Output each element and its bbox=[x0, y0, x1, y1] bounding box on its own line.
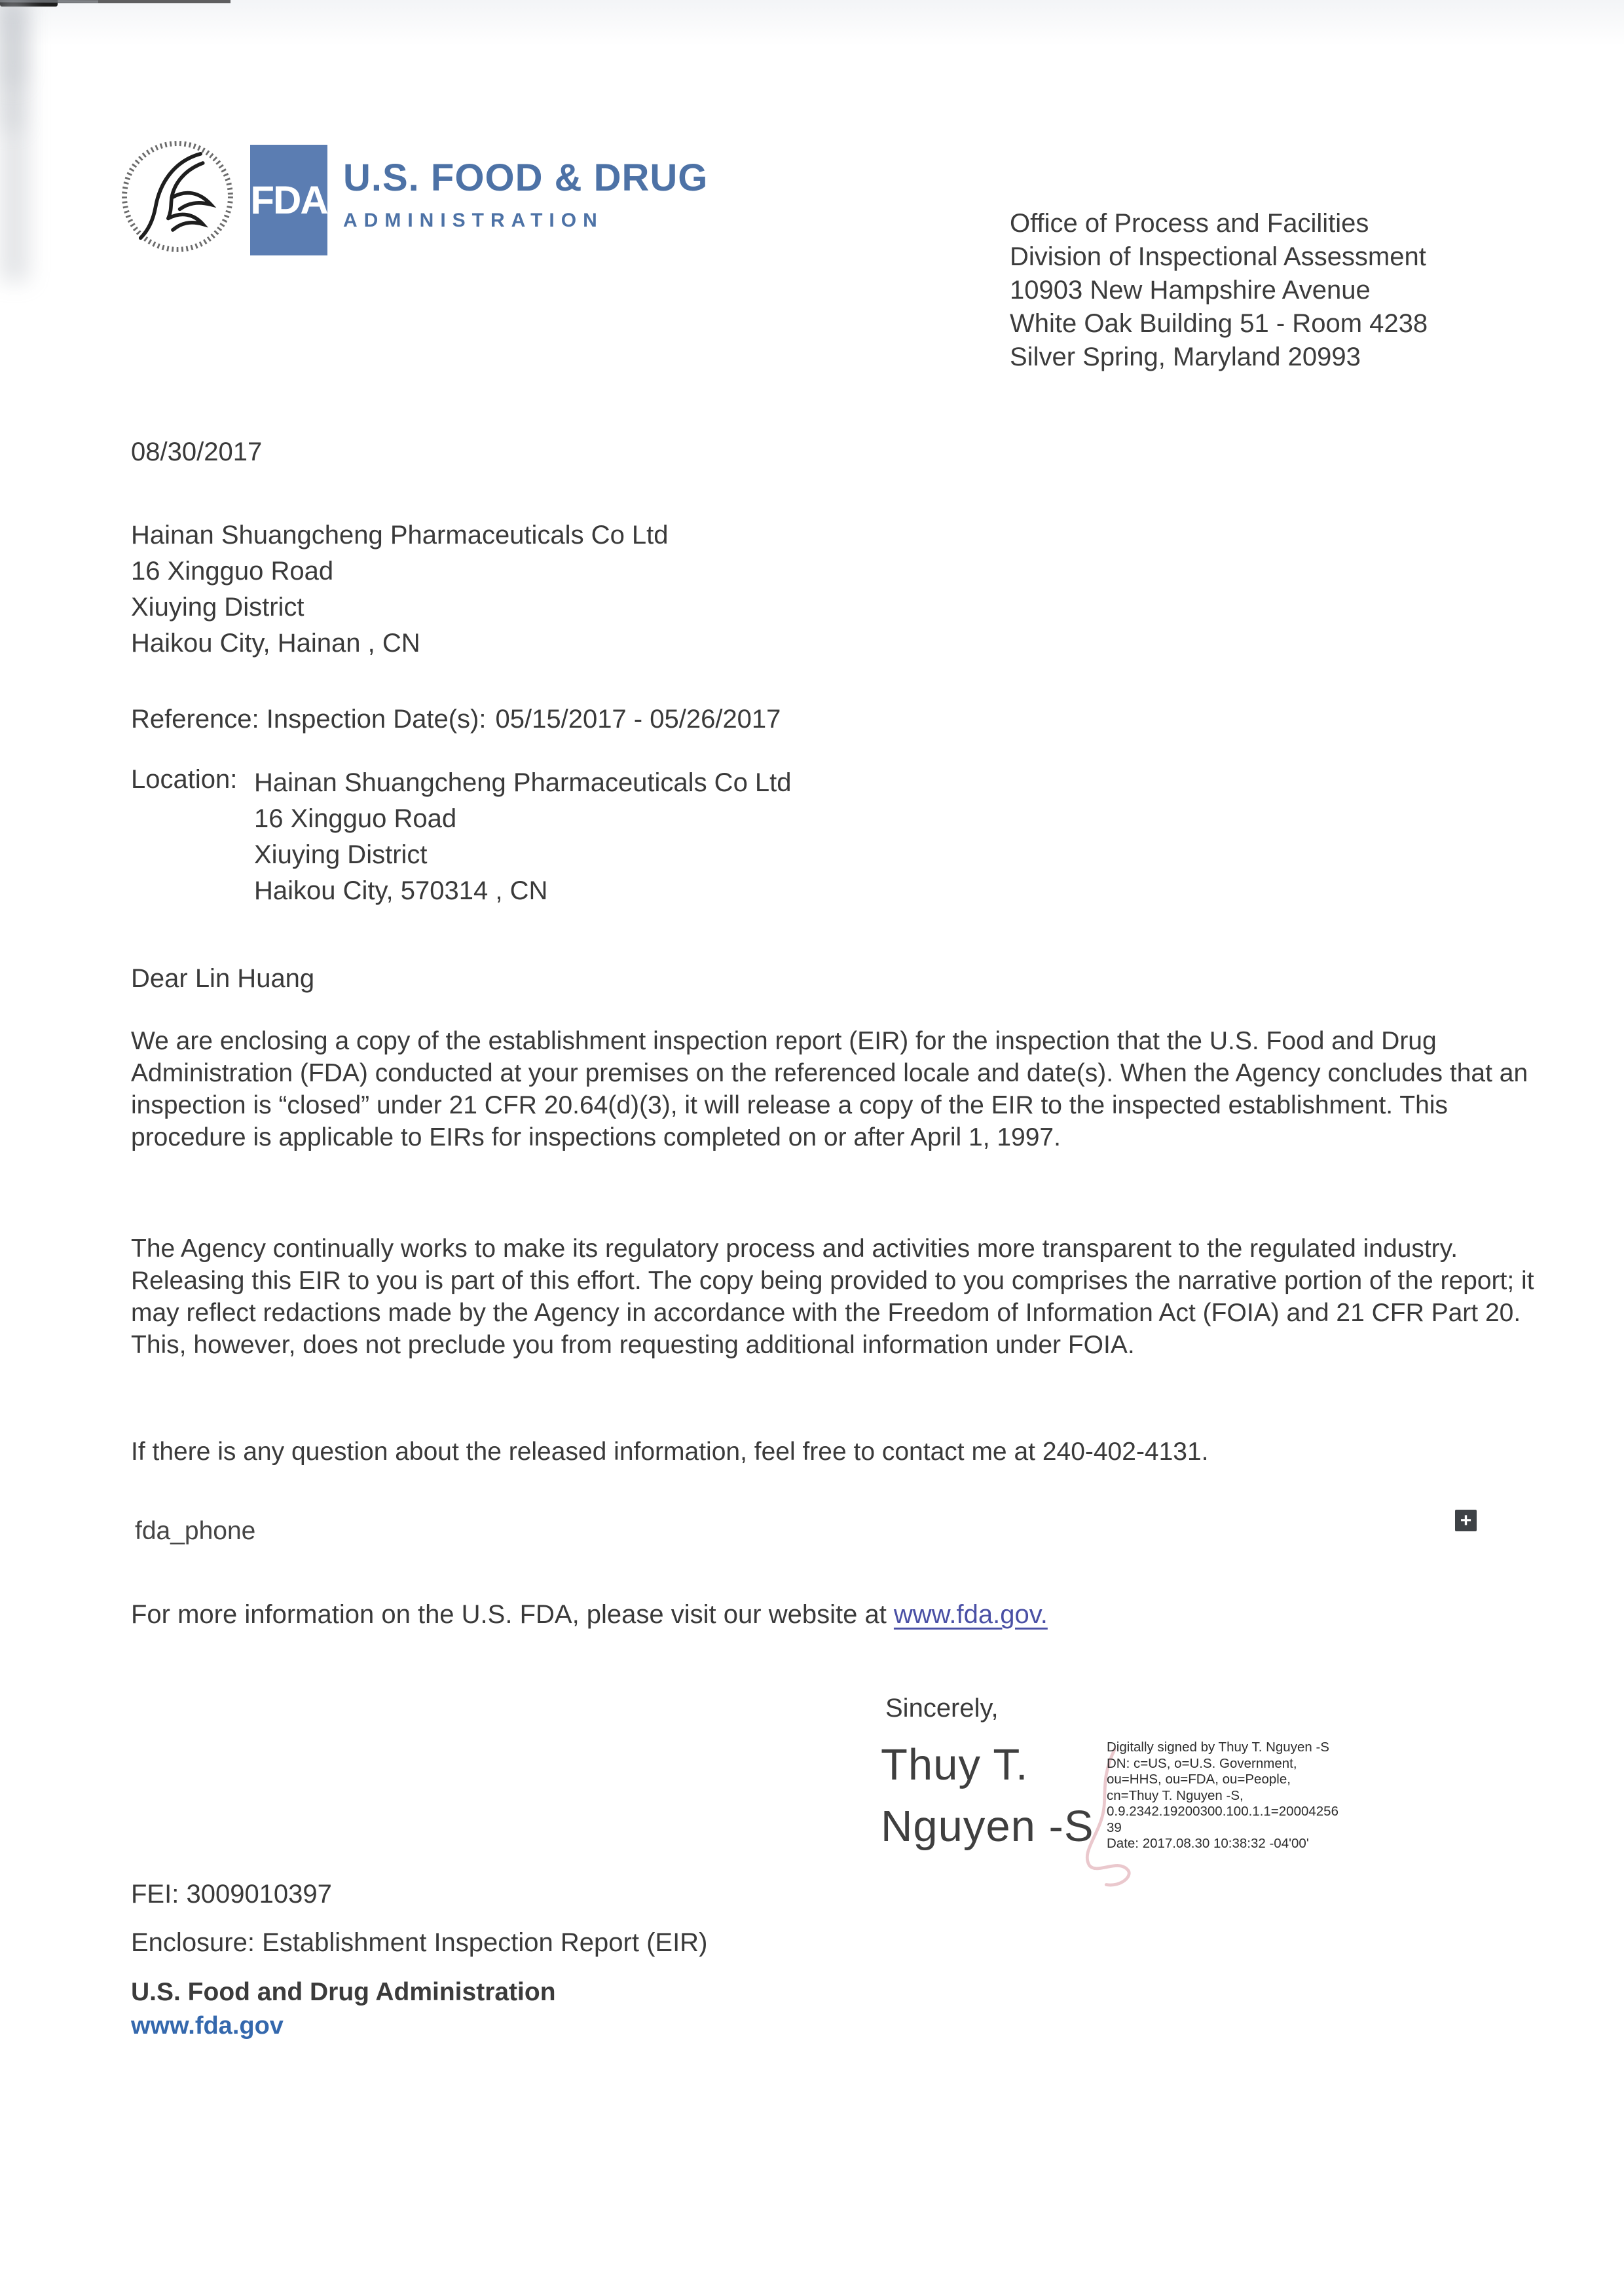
body-paragraph-3: If there is any question about the released information, feel free to contact me at 240-402-4131. bbox=[131, 1438, 1209, 1466]
digital-signature-line: Digitally signed by Thuy T. Nguyen -S bbox=[1107, 1740, 1329, 1755]
location-label: Location: bbox=[131, 765, 238, 794]
body-paragraph-2: The Agency continually works to make its regulatory process and activities more transparent to the regulated industry. Releasing this EIR to you is part of this effort. The copy being provided to you comprises the narrative portion of the report; it may reflect redactions made by the Agency in accordance with the Freedom of Information Act (FOIA) and 21 CFR Part 20. This, however, does not preclude you from requesting additional information under FOIA. bbox=[131, 1235, 1534, 1359]
scan-artifact-topline bbox=[0, 0, 231, 3]
location-block bbox=[131, 765, 792, 909]
hhs-eagle-seal-icon bbox=[120, 138, 235, 255]
reference-label: Reference: Inspection Date(s): bbox=[131, 705, 487, 734]
reference-value: 05/15/2017 - 05/26/2017 bbox=[495, 705, 781, 734]
digital-signature-line: Date: 2017.08.30 10:38:32 -04'00' bbox=[1107, 1836, 1309, 1851]
letter-date: 08/30/2017 bbox=[131, 438, 263, 466]
office-line: Office of Process and Facilities bbox=[1010, 209, 1369, 238]
digital-signature-line: 39 bbox=[1107, 1819, 1122, 1835]
footer-url-line bbox=[131, 2012, 284, 2040]
enclosure-line: Enclosure: Establishment Inspection Report (EIR) bbox=[131, 1928, 708, 1957]
scan-artifact-smudge bbox=[0, 0, 25, 85]
fda-brand bbox=[343, 156, 708, 232]
digital-signature-details bbox=[1107, 1740, 1421, 1852]
digital-signature-line: ou=HHS, ou=FDA, ou=People, bbox=[1107, 1772, 1291, 1787]
location-line: Xiuying District bbox=[254, 840, 428, 869]
fda-website-link[interactable]: www.fda.gov. bbox=[893, 1600, 1048, 1629]
signature-name-line: Thuy T. bbox=[881, 1740, 1029, 1789]
closing: Sincerely, bbox=[885, 1694, 999, 1723]
recipient-line: Haikou City, Hainan , CN bbox=[131, 629, 420, 658]
recipient-line: Hainan Shuangcheng Pharmaceuticals Co Ltd bbox=[131, 521, 669, 550]
scan-artifact-topblob bbox=[0, 0, 58, 7]
office-line: Silver Spring, Maryland 20993 bbox=[1010, 343, 1361, 371]
location-line: Haikou City, 570314 , CN bbox=[254, 876, 548, 905]
recipient-address-block bbox=[131, 517, 669, 662]
location-address bbox=[254, 765, 792, 909]
scan-artifact-smudge bbox=[0, 0, 22, 131]
office-line: Division of Inspectional Assessment bbox=[1010, 242, 1426, 271]
reference-line bbox=[131, 705, 781, 734]
office-line: White Oak Building 51 - Room 4238 bbox=[1010, 309, 1428, 338]
salutation: Dear Lin Huang bbox=[131, 964, 315, 993]
footer-fda-link[interactable]: www.fda.gov bbox=[131, 2012, 284, 2040]
fda-logo-text: FDA bbox=[250, 178, 327, 222]
recipient-line: Xiuying District bbox=[131, 593, 304, 622]
fei-line: FEI: 3009010397 bbox=[131, 1880, 332, 1909]
scan-artifact-faintline bbox=[0, 0, 98, 3]
signature-name-line: Nguyen -S bbox=[881, 1802, 1094, 1851]
footer-organization: U.S. Food and Drug Administration bbox=[131, 1978, 556, 2006]
office-address-block bbox=[1010, 207, 1428, 374]
location-line: 16 Xingguo Road bbox=[254, 804, 457, 833]
scan-artifact-smudge bbox=[0, 0, 29, 282]
expand-plus-icon: + bbox=[1455, 1510, 1477, 1531]
digital-signature-line: DN: c=US, o=U.S. Government, bbox=[1107, 1755, 1297, 1771]
digital-signature-line: 0.9.2342.19200300.100.1.1=20004256 bbox=[1107, 1804, 1338, 1819]
recipient-line: 16 Xingguo Road bbox=[131, 557, 334, 586]
website-line-text: For more information on the U.S. FDA, please visit our website at bbox=[131, 1600, 894, 1629]
location-line: Hainan Shuangcheng Pharmaceuticals Co Ltd bbox=[254, 768, 792, 797]
digital-signature-line: cn=Thuy T. Nguyen -S, bbox=[1107, 1787, 1244, 1803]
phone-placeholder: fda_phone bbox=[135, 1517, 256, 1545]
office-line: 10903 New Hampshire Avenue bbox=[1010, 276, 1371, 305]
body-paragraph-1: We are enclosing a copy of the establishment inspection report (EIR) for the inspection that the U.S. Food and Drug Administration (FDA) conducted at your premises on the referenced locale and date(s). When the Agency concludes that an inspection is “closed” under 21 CFR 20.64(d)(3), it will release a copy of the EIR to the inspected establishment. This procedure is applicable to EIRs for inspections completed on or after April 1, 1997. bbox=[131, 1027, 1528, 1151]
fda-logo-box bbox=[250, 145, 327, 255]
brand-title: U.S. FOOD & DRUG bbox=[343, 157, 709, 199]
brand-subtitle: ADMINISTRATION bbox=[343, 210, 604, 231]
website-line bbox=[131, 1600, 1048, 1630]
